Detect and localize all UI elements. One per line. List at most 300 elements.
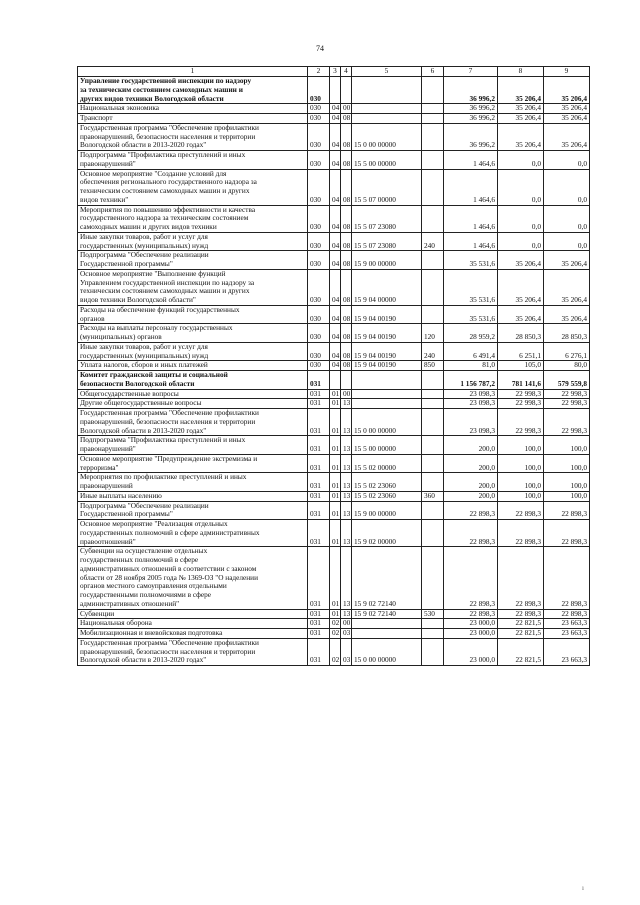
section-code: 01 — [330, 473, 341, 492]
expense-type-code — [422, 547, 444, 609]
target-article-code: 15 5 00 00000 — [352, 436, 422, 455]
amount-year-1: 23 000,0 — [444, 629, 498, 639]
subsection-code: 08 — [341, 169, 352, 205]
amount-year-2: 0,0 — [498, 151, 544, 170]
row-name: Национальная оборона — [78, 619, 308, 629]
admin-code: 031 — [308, 473, 330, 492]
table-row — [78, 547, 590, 609]
amount-year-1: 22 898,3 — [444, 547, 498, 609]
target-article-code — [352, 77, 422, 104]
admin-code: 030 — [308, 305, 330, 324]
target-article-code: 15 5 07 23080 — [352, 205, 422, 232]
admin-code: 030 — [308, 361, 330, 371]
amount-year-1: 36 996,2 — [444, 123, 498, 150]
row-name: Основное мероприятие "Предупреждение экстремизма и терроризма" — [78, 454, 308, 473]
section-code: 02 — [330, 629, 341, 639]
table-row — [78, 491, 590, 501]
row-name: Расходы на выплаты персоналу государственных (муниципальных) органов — [78, 324, 308, 343]
expense-type-code — [422, 123, 444, 150]
column-header: 9 — [544, 67, 590, 77]
target-article-code: 15 9 00 00000 — [352, 501, 422, 520]
expense-type-code — [422, 638, 444, 665]
amount-year-2: 22 898,3 — [498, 547, 544, 609]
section-code: 01 — [330, 491, 341, 501]
amount-year-1: 6 491,4 — [444, 342, 498, 361]
amount-year-3: 35 206,4 — [544, 77, 590, 104]
admin-code: 031 — [308, 638, 330, 665]
target-article-code: 15 9 00 00000 — [352, 251, 422, 270]
subsection-code: 13 — [341, 409, 352, 436]
row-name: Субвенции — [78, 609, 308, 619]
section-code: 04 — [330, 251, 341, 270]
section-code: 01 — [330, 547, 341, 609]
section-code: 01 — [330, 399, 341, 409]
corner-mark: ı — [582, 884, 584, 892]
amount-year-1: 22 898,3 — [444, 501, 498, 520]
expense-type-code — [422, 629, 444, 639]
expense-type-code — [422, 371, 444, 390]
section-code: 04 — [330, 114, 341, 124]
table-row — [78, 251, 590, 270]
subsection-code: 00 — [341, 104, 352, 114]
amount-year-1: 1 464,6 — [444, 205, 498, 232]
admin-code: 030 — [308, 77, 330, 104]
subsection-code: 13 — [341, 609, 352, 619]
amount-year-2: 35 206,4 — [498, 114, 544, 124]
subsection-code: 13 — [341, 491, 352, 501]
subsection-code: 08 — [341, 205, 352, 232]
target-article-code — [352, 114, 422, 124]
table-row — [78, 114, 590, 124]
target-article-code: 15 5 00 00000 — [352, 151, 422, 170]
table-row — [78, 232, 590, 251]
amount-year-2: 6 251,1 — [498, 342, 544, 361]
admin-code: 031 — [308, 491, 330, 501]
table-row — [78, 104, 590, 114]
row-name: Комитет гражданской защиты и социальной безопасности Вологодской области — [78, 371, 308, 390]
section-code — [330, 77, 341, 104]
column-header: 2 — [308, 67, 330, 77]
admin-code: 031 — [308, 501, 330, 520]
section-code: 01 — [330, 609, 341, 619]
table-row — [78, 123, 590, 150]
amount-year-1: 200,0 — [444, 454, 498, 473]
amount-year-3: 80,0 — [544, 361, 590, 371]
admin-code: 031 — [308, 619, 330, 629]
subsection-code: 00 — [341, 389, 352, 399]
amount-year-3: 35 206,4 — [544, 251, 590, 270]
row-name: Подпрограмма "Обеспечение реализации Государственной программы" — [78, 501, 308, 520]
subsection-code: 13 — [341, 436, 352, 455]
table-row — [78, 473, 590, 492]
row-name: Общегосударственные вопросы — [78, 389, 308, 399]
amount-year-2: 100,0 — [498, 473, 544, 492]
amount-year-1: 35 531,6 — [444, 269, 498, 305]
table-row — [78, 619, 590, 629]
subsection-code: 13 — [341, 547, 352, 609]
amount-year-1: 200,0 — [444, 473, 498, 492]
column-header: 4 — [341, 67, 352, 77]
table-header-row — [78, 67, 590, 77]
expense-type-code: 530 — [422, 609, 444, 619]
amount-year-3: 23 663,3 — [544, 629, 590, 639]
amount-year-2: 35 206,4 — [498, 305, 544, 324]
subsection-code — [341, 77, 352, 104]
expense-type-code — [422, 436, 444, 455]
amount-year-1: 28 959,2 — [444, 324, 498, 343]
target-article-code — [352, 619, 422, 629]
target-article-code: 15 9 02 72140 — [352, 547, 422, 609]
column-header: 6 — [422, 67, 444, 77]
subsection-code — [341, 371, 352, 390]
subsection-code: 08 — [341, 114, 352, 124]
amount-year-2: 781 141,6 — [498, 371, 544, 390]
amount-year-3: 35 206,4 — [544, 269, 590, 305]
amount-year-2: 22 821,5 — [498, 629, 544, 639]
row-name: Субвенции на осуществление отдельных государственных полномочий в сфере административных отношений в соответствии с законом области от 28 ноября 2005 года № 1369-ОЗ "О наделении органов местного самоуправления отдельными государственными полномочиями в сфере административных отношений" — [78, 547, 308, 609]
amount-year-1: 35 531,6 — [444, 305, 498, 324]
admin-code: 031 — [308, 547, 330, 609]
subsection-code: 08 — [341, 305, 352, 324]
table-row — [78, 454, 590, 473]
expense-type-code — [422, 151, 444, 170]
expense-type-code: 120 — [422, 324, 444, 343]
row-name: Подпрограмма "Профилактика преступлений и иных правонарушений" — [78, 151, 308, 170]
subsection-code: 08 — [341, 123, 352, 150]
admin-code: 030 — [308, 205, 330, 232]
admin-code: 030 — [308, 169, 330, 205]
subsection-code: 03 — [341, 638, 352, 665]
subsection-code: 08 — [341, 151, 352, 170]
amount-year-3: 35 206,4 — [544, 104, 590, 114]
section-code: 04 — [330, 104, 341, 114]
amount-year-3: 23 663,3 — [544, 619, 590, 629]
row-name: Иные выплаты населению — [78, 491, 308, 501]
expense-type-code — [422, 520, 444, 547]
expense-type-code — [422, 389, 444, 399]
amount-year-2: 100,0 — [498, 436, 544, 455]
admin-code: 031 — [308, 520, 330, 547]
subsection-code: 08 — [341, 324, 352, 343]
amount-year-3: 35 206,4 — [544, 305, 590, 324]
table-row — [78, 342, 590, 361]
admin-code: 031 — [308, 609, 330, 619]
table-body — [78, 77, 590, 666]
target-article-code: 15 5 07 00000 — [352, 169, 422, 205]
amount-year-1: 22 898,3 — [444, 609, 498, 619]
amount-year-3: 0,0 — [544, 205, 590, 232]
column-header: 5 — [352, 67, 422, 77]
target-article-code: 15 9 04 00190 — [352, 305, 422, 324]
row-name: Подпрограмма "Профилактика преступлений и иных правонарушений" — [78, 436, 308, 455]
section-code: 04 — [330, 305, 341, 324]
target-article-code: 15 9 02 72140 — [352, 609, 422, 619]
section-code: 04 — [330, 151, 341, 170]
section-code: 04 — [330, 205, 341, 232]
subsection-code: 08 — [341, 361, 352, 371]
amount-year-2: 22 821,5 — [498, 638, 544, 665]
subsection-code: 08 — [341, 232, 352, 251]
expense-type-code: 240 — [422, 232, 444, 251]
subsection-code: 13 — [341, 454, 352, 473]
expense-type-code — [422, 269, 444, 305]
expense-type-code — [422, 454, 444, 473]
section-code: 01 — [330, 436, 341, 455]
table-row — [78, 361, 590, 371]
section-code: 04 — [330, 269, 341, 305]
section-code: 01 — [330, 389, 341, 399]
subsection-code: 03 — [341, 629, 352, 639]
amount-year-3: 22 998,3 — [544, 399, 590, 409]
amount-year-2: 35 206,4 — [498, 123, 544, 150]
table-row — [78, 269, 590, 305]
amount-year-2: 22 898,3 — [498, 520, 544, 547]
subsection-code: 08 — [341, 342, 352, 361]
amount-year-2: 35 206,4 — [498, 77, 544, 104]
amount-year-2: 22 998,3 — [498, 409, 544, 436]
row-name: Государственная программа "Обеспечение профилактики правонарушений, безопасности населения и территории Вологодской области в 2013-2020 годах" — [78, 638, 308, 665]
amount-year-1: 1 464,6 — [444, 169, 498, 205]
table-row — [78, 436, 590, 455]
section-code: 04 — [330, 342, 341, 361]
row-name: Основное мероприятие "Создание условий для обеспечения регионального государственного надзора за техническим состоянием самоходных машин и других видов техники" — [78, 169, 308, 205]
amount-year-3: 0,0 — [544, 151, 590, 170]
amount-year-2: 35 206,4 — [498, 104, 544, 114]
target-article-code: 15 9 04 00190 — [352, 342, 422, 361]
section-code: 04 — [330, 361, 341, 371]
expense-type-code — [422, 409, 444, 436]
section-code: 01 — [330, 409, 341, 436]
amount-year-1: 23 000,0 — [444, 638, 498, 665]
expense-type-code — [422, 104, 444, 114]
amount-year-3: 100,0 — [544, 454, 590, 473]
section-code: 04 — [330, 232, 341, 251]
admin-code: 030 — [308, 269, 330, 305]
amount-year-1: 200,0 — [444, 491, 498, 501]
expense-type-code — [422, 251, 444, 270]
row-name: Другие общегосударственные вопросы — [78, 399, 308, 409]
target-article-code: 15 5 07 23080 — [352, 232, 422, 251]
amount-year-1: 23 098,3 — [444, 409, 498, 436]
row-name: Уплата налогов, сборов и иных платежей — [78, 361, 308, 371]
amount-year-1: 22 898,3 — [444, 520, 498, 547]
admin-code: 030 — [308, 114, 330, 124]
subsection-code: 00 — [341, 619, 352, 629]
amount-year-3: 35 206,4 — [544, 123, 590, 150]
amount-year-2: 0,0 — [498, 205, 544, 232]
amount-year-3: 100,0 — [544, 473, 590, 492]
table-row — [78, 305, 590, 324]
page-number: 74 — [316, 44, 324, 53]
target-article-code: 15 9 04 00000 — [352, 269, 422, 305]
admin-code: 030 — [308, 232, 330, 251]
amount-year-1: 23 098,3 — [444, 389, 498, 399]
expense-type-code — [422, 205, 444, 232]
admin-code: 030 — [308, 104, 330, 114]
table-row — [78, 169, 590, 205]
amount-year-3: 35 206,4 — [544, 114, 590, 124]
table-row — [78, 399, 590, 409]
column-header: 1 — [78, 67, 308, 77]
section-code: 04 — [330, 123, 341, 150]
admin-code: 031 — [308, 409, 330, 436]
expense-type-code — [422, 77, 444, 104]
amount-year-2: 22 898,3 — [498, 501, 544, 520]
section-code: 01 — [330, 520, 341, 547]
row-name: Иные закупки товаров, работ и услуг для государственных (муниципальных) нужд — [78, 232, 308, 251]
target-article-code: 15 5 02 23060 — [352, 491, 422, 501]
table-row — [78, 501, 590, 520]
expense-type-code — [422, 501, 444, 520]
amount-year-1: 36 996,2 — [444, 104, 498, 114]
amount-year-3: 0,0 — [544, 232, 590, 251]
amount-year-2: 100,0 — [498, 491, 544, 501]
expense-type-code — [422, 619, 444, 629]
table-row — [78, 77, 590, 104]
column-header: 7 — [444, 67, 498, 77]
expense-type-code — [422, 399, 444, 409]
expense-type-code: 360 — [422, 491, 444, 501]
amount-year-1: 23 098,3 — [444, 399, 498, 409]
row-name: Государственная программа "Обеспечение профилактики правонарушений, безопасности населения и территории Вологодской области в 2013-2020 годах" — [78, 123, 308, 150]
amount-year-2: 35 206,4 — [498, 269, 544, 305]
row-name: Основное мероприятие "Реализация отдельных государственных полномочий в сфере административных правоотношений" — [78, 520, 308, 547]
column-header: 3 — [330, 67, 341, 77]
expense-type-code: 240 — [422, 342, 444, 361]
amount-year-2: 35 206,4 — [498, 251, 544, 270]
subsection-code: 08 — [341, 251, 352, 270]
expense-type-code: 850 — [422, 361, 444, 371]
section-code: 02 — [330, 619, 341, 629]
row-name: Расходы на обеспечение функций государственных органов — [78, 305, 308, 324]
section-code: 01 — [330, 454, 341, 473]
row-name: Мероприятия по профилактике преступлений и иных правонарушений — [78, 473, 308, 492]
admin-code: 030 — [308, 151, 330, 170]
target-article-code: 15 0 00 00000 — [352, 409, 422, 436]
expense-type-code — [422, 305, 444, 324]
table-row — [78, 629, 590, 639]
target-article-code: 15 5 02 23060 — [352, 473, 422, 492]
admin-code: 030 — [308, 251, 330, 270]
amount-year-2: 22 998,3 — [498, 389, 544, 399]
amount-year-3: 28 850,3 — [544, 324, 590, 343]
budget-table — [77, 66, 590, 666]
amount-year-3: 22 998,3 — [544, 389, 590, 399]
subsection-code: 13 — [341, 473, 352, 492]
target-article-code: 15 5 02 00000 — [352, 454, 422, 473]
row-name: Подпрограмма "Обеспечение реализации Государственной программы" — [78, 251, 308, 270]
row-name: Мобилизационная и вневойсковая подготовка — [78, 629, 308, 639]
target-article-code: 15 0 00 00000 — [352, 638, 422, 665]
amount-year-2: 22 821,5 — [498, 619, 544, 629]
target-article-code — [352, 629, 422, 639]
target-article-code: 15 9 04 00190 — [352, 324, 422, 343]
admin-code: 031 — [308, 371, 330, 390]
amount-year-2: 28 850,3 — [498, 324, 544, 343]
table-row — [78, 638, 590, 665]
amount-year-2: 105,0 — [498, 361, 544, 371]
table-row — [78, 520, 590, 547]
row-name: Мероприятия по повышению эффективности и качества государственного надзора за техническим состоянием самоходных машин и других видов техники — [78, 205, 308, 232]
admin-code: 030 — [308, 342, 330, 361]
row-name: Управление государственной инспекции по надзору за техническим состоянием самоходных машин и других видов техники Вологодской области — [78, 77, 308, 104]
subsection-code: 13 — [341, 520, 352, 547]
amount-year-3: 23 663,3 — [544, 638, 590, 665]
target-article-code — [352, 399, 422, 409]
amount-year-1: 1 464,6 — [444, 232, 498, 251]
amount-year-2: 0,0 — [498, 232, 544, 251]
admin-code: 030 — [308, 324, 330, 343]
amount-year-1: 200,0 — [444, 436, 498, 455]
subsection-code: 08 — [341, 269, 352, 305]
admin-code: 030 — [308, 123, 330, 150]
section-code — [330, 371, 341, 390]
amount-year-3: 6 276,1 — [544, 342, 590, 361]
amount-year-3: 0,0 — [544, 169, 590, 205]
amount-year-3: 22 898,3 — [544, 520, 590, 547]
amount-year-1: 35 531,6 — [444, 251, 498, 270]
amount-year-3: 100,0 — [544, 436, 590, 455]
amount-year-3: 22 898,3 — [544, 609, 590, 619]
amount-year-2: 0,0 — [498, 169, 544, 205]
admin-code: 031 — [308, 454, 330, 473]
table-row — [78, 205, 590, 232]
admin-code: 031 — [308, 399, 330, 409]
table-row — [78, 151, 590, 170]
row-name: Транспорт — [78, 114, 308, 124]
section-code: 04 — [330, 324, 341, 343]
expense-type-code — [422, 114, 444, 124]
column-header: 8 — [498, 67, 544, 77]
amount-year-1: 36 996,2 — [444, 77, 498, 104]
expense-type-code — [422, 473, 444, 492]
target-article-code — [352, 371, 422, 390]
amount-year-3: 100,0 — [544, 491, 590, 501]
table-row — [78, 609, 590, 619]
table-row — [78, 409, 590, 436]
amount-year-2: 100,0 — [498, 454, 544, 473]
amount-year-3: 22 898,3 — [544, 547, 590, 609]
amount-year-3: 579 559,8 — [544, 371, 590, 390]
amount-year-3: 22 998,3 — [544, 409, 590, 436]
amount-year-2: 22 898,3 — [498, 609, 544, 619]
target-article-code — [352, 104, 422, 114]
amount-year-1: 1 156 787,2 — [444, 371, 498, 390]
amount-year-1: 81,0 — [444, 361, 498, 371]
expense-type-code — [422, 169, 444, 205]
amount-year-1: 36 996,2 — [444, 114, 498, 124]
section-code: 02 — [330, 638, 341, 665]
row-name: Национальная экономика — [78, 104, 308, 114]
target-article-code: 15 9 04 00190 — [352, 361, 422, 371]
section-code: 04 — [330, 169, 341, 205]
table-row — [78, 324, 590, 343]
amount-year-2: 22 998,3 — [498, 399, 544, 409]
row-name: Основное мероприятие "Выполнение функций Управлением государственной инспекции по надзору за техническим состоянием самоходных машин и других видов техники Вологодской области" — [78, 269, 308, 305]
target-article-code: 15 0 00 00000 — [352, 123, 422, 150]
subsection-code: 13 — [341, 399, 352, 409]
target-article-code: 15 9 02 00000 — [352, 520, 422, 547]
row-name: Иные закупки товаров, работ и услуг для государственных (муниципальных) нужд — [78, 342, 308, 361]
admin-code: 031 — [308, 629, 330, 639]
amount-year-1: 1 464,6 — [444, 151, 498, 170]
admin-code: 031 — [308, 389, 330, 399]
subsection-code: 13 — [341, 501, 352, 520]
target-article-code — [352, 389, 422, 399]
table-row — [78, 371, 590, 390]
row-name: Государственная программа "Обеспечение профилактики правонарушений, безопасности населения и территории Вологодской области в 2013-2020 годах" — [78, 409, 308, 436]
section-code: 01 — [330, 501, 341, 520]
